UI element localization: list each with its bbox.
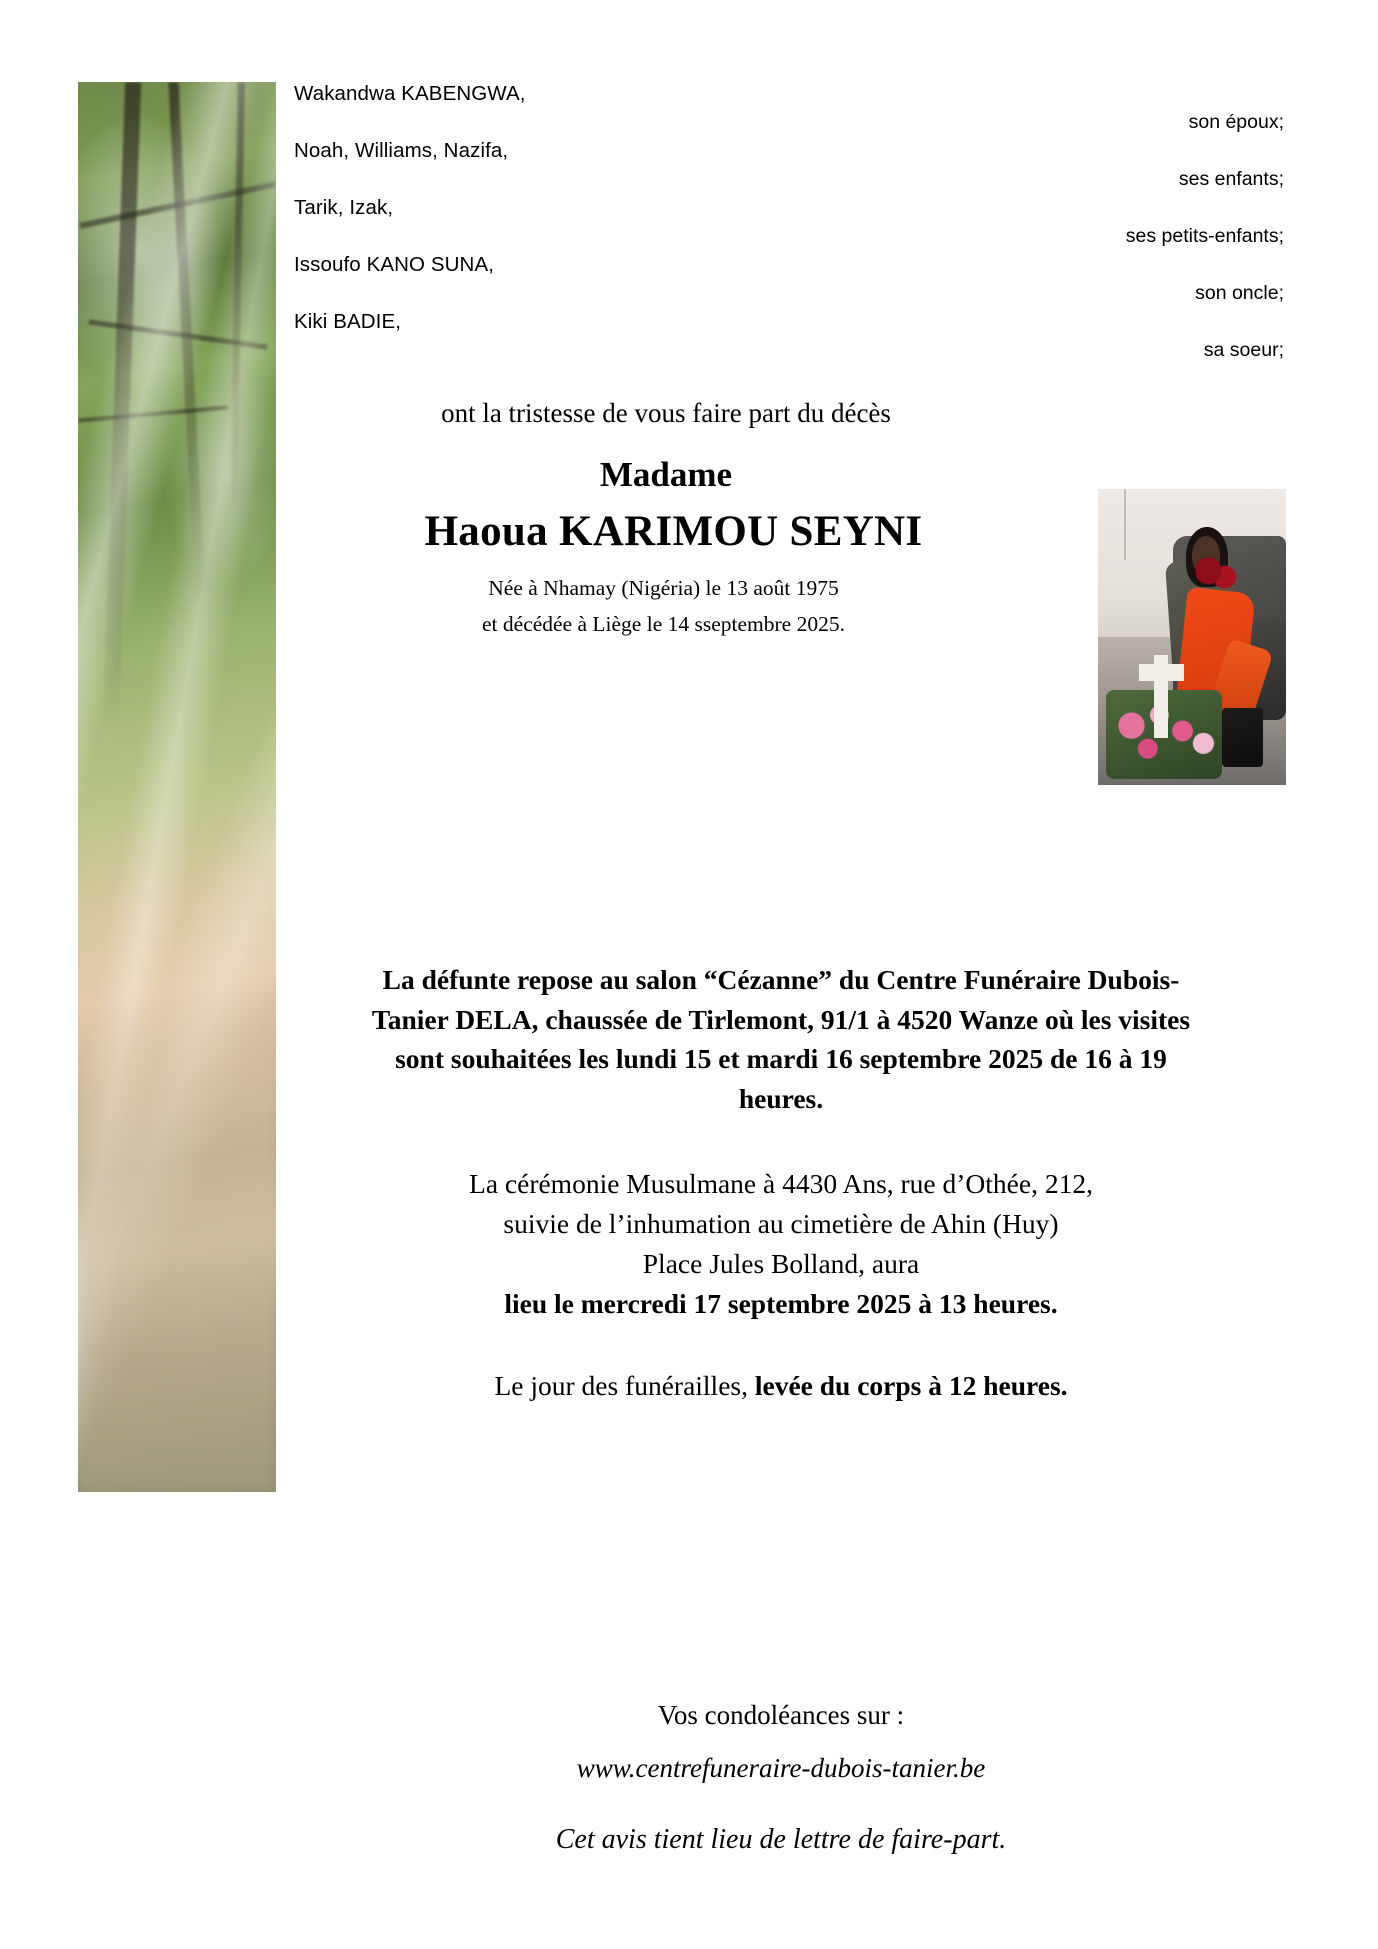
- strip-blurred-path-layer: [78, 972, 276, 1492]
- condolences-label: Vos condoléances sur :: [657, 1700, 905, 1730]
- family-list: [276, 82, 1286, 382]
- forest-light-strip: [78, 82, 276, 1492]
- condolences-url[interactable]: www.centrefuneraire-dubois-tanier.be: [576, 1753, 986, 1783]
- family-row: [276, 139, 1286, 196]
- announcement-intro: ont la tristesse de vous faire part du décès: [441, 398, 891, 428]
- ceremony-paragraph: [341, 1164, 1221, 1324]
- faire-part-notice: Cet avis tient lieu de lettre de faire-part.: [555, 1824, 1007, 1855]
- body-removal-time: levée du corps à 12 heures.: [754, 1369, 1068, 1401]
- service-details: [276, 960, 1286, 1402]
- family-member-name: Issoufo KANO SUNA,: [294, 253, 495, 276]
- family-relation: son oncle;: [1195, 282, 1284, 304]
- family-relation: ses petits-enfants;: [1125, 225, 1284, 247]
- family-relation: sa soeur;: [1203, 339, 1284, 361]
- honorific-title: Madame: [599, 455, 733, 494]
- body-removal-prefix: Le jour des funérailles,: [494, 1369, 755, 1401]
- deceased-name: Haoua KARIMOU SEYNI: [424, 508, 923, 555]
- family-row: [276, 82, 1286, 139]
- body-removal-paragraph: [276, 1370, 1286, 1402]
- ceremony-datetime: lieu le mercredi 17 septembre 2025 à 13 heures.: [504, 1288, 1058, 1319]
- family-row: [276, 253, 1286, 310]
- family-relation: ses enfants;: [1178, 168, 1284, 190]
- footer-section: [276, 1700, 1286, 1856]
- birth-details: Née à Nhamay (Nigéria) le 13 août 1975: [488, 576, 839, 600]
- photo-cross-arm-icon: [1139, 664, 1184, 682]
- family-member-name: Kiki BADIE,: [294, 310, 402, 333]
- repose-paragraph: La défunte repose au salon “Cézanne” du Centre Funéraire Dubois-Tanier DELA, chaussée de Tirlemont, 91/1 à 4520 Wanze où les visites sont souhaitées les lundi 15 et mardi 16 septembre 2025 de 16 à 19 heures.: [371, 964, 1191, 1114]
- family-member-name: Wakandwa KABENGWA,: [294, 82, 526, 105]
- announcement-content: [276, 82, 1286, 637]
- death-details: et décédée à Liège le 14 sseptembre 2025.: [482, 612, 845, 636]
- photo-handbag: [1222, 708, 1263, 767]
- family-row: [276, 196, 1286, 253]
- ceremony-line-3: Place Jules Bolland, aura: [642, 1248, 920, 1280]
- family-relation: son époux;: [1188, 111, 1284, 133]
- ceremony-line-1: La cérémonie Musulmane à 4430 Ans, rue d’Othée, 212,: [469, 1168, 1093, 1200]
- family-member-name: Noah, Williams, Nazifa,: [294, 139, 509, 162]
- family-member-name: Tarik, Izak,: [294, 196, 394, 219]
- ceremony-line-2: suivie de l’inhumation au cimetière de Ahin (Huy): [503, 1208, 1059, 1240]
- family-row: [276, 310, 1286, 367]
